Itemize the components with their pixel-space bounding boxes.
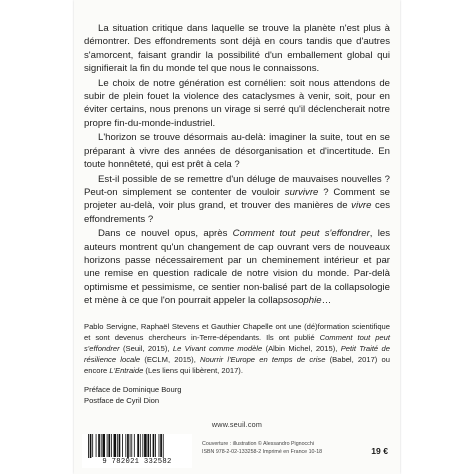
barcode-bar	[102, 434, 105, 457]
blurb-emphasis: Comment tout peut s'effondrer	[232, 228, 370, 240]
barcode-bar	[134, 434, 135, 457]
barcode-bar	[160, 434, 162, 457]
barcode-bar	[92, 434, 93, 457]
bio-text: (ECLM, 2015),	[140, 354, 200, 364]
blurb-emphasis: sosophie	[283, 294, 322, 306]
blurb-paragraph-5	[84, 227, 390, 307]
barcode-bar	[117, 434, 118, 457]
book-title: Nourrir l'Europe en temps de crise	[200, 354, 326, 364]
preface-credits	[84, 384, 334, 406]
blurb-paragraph-4	[84, 173, 390, 226]
book-title: Comment tout peut s'effondrer	[84, 332, 390, 353]
blurb-paragraph-2: Le choix de notre génération est cornélien: soit nous attendons de subir de plein fouet la violence des cataclysmes à venir, soit, pour en éviter certains, nous prenons un virage si serré qu'il déclencherait notre propre fin-du-monde-industriel.	[84, 77, 390, 129]
book-title: Petit Traité de résilience locale	[84, 343, 390, 364]
barcode-bar	[155, 434, 156, 457]
barcode-bar	[150, 434, 151, 457]
bio-text: (Babel, 2017) ou encore	[84, 354, 390, 375]
bio-text: (Albin Michel, 2015),	[262, 343, 341, 353]
bio-text: Pablo Servigne, Raphaël Stevens et Gauthier Chapelle ont une (dé)formation scientifique et sont devenus chercheurs in-Terre-dépendants. Ils ont publié	[84, 322, 390, 342]
barcode-bar	[88, 434, 89, 460]
barcode-bar	[108, 434, 110, 457]
barcode-bar	[130, 434, 131, 457]
back-cover-page	[74, 0, 400, 474]
barcode-bar	[107, 434, 108, 457]
barcode-bar	[125, 434, 126, 457]
postface-line: Postface de Cyril Dion	[84, 396, 160, 405]
price-tag: 19 €	[371, 446, 388, 456]
barcode-bar	[119, 434, 121, 457]
preface-line: Préface de Dominique Bourg	[84, 385, 182, 394]
bio-text: (Les liens qui libèrent, 2017).	[143, 365, 243, 375]
author-bio	[84, 322, 390, 377]
barcode-bar	[153, 434, 155, 457]
blurb-text: Dans ce nouvel opus, après	[98, 228, 233, 240]
blurb-text: , les auteurs montrent qu'un changement de cap ouvrant vers de nouveaux horizons passe nécessairement par un cheminement intérieur et par une remise en question radicale de notre vision du monde. Par-delà optimisme et pessimisme, ce sentier non-balisé part de la collapsologie et mène à ce que l'on pourrait appeler la collap	[84, 228, 390, 306]
blurb-paragraph-3: L'horizon se trouve désormais au-delà: imaginer la suite, tout en se préparant à vivre des années de désorganisation et d'incertitude. En toute honnêteté, qui est prêt à cela ?	[84, 132, 390, 170]
barcode-bar	[159, 434, 160, 457]
blurb-text: ? Comment se projeter au-delà, voir plus grand, et trouver des manières de	[84, 187, 390, 212]
bio-text: (Seuil, 2015),	[119, 343, 173, 353]
barcode-bar	[144, 434, 147, 457]
isbn-barcode	[82, 434, 192, 468]
isbn-line: ISBN 978-2-02-133258-2 Imprimé en France 10-18	[202, 449, 323, 455]
barcode-bar	[140, 434, 141, 457]
blurb-text: …	[321, 294, 332, 306]
barcode-bar	[111, 434, 112, 457]
blurb-emphasis: survivre	[284, 187, 319, 199]
cover-blurb	[84, 22, 390, 309]
blurb-text: Est-il possible de se remettre d'un déluge de mauvaises nouvelles ? Peut-on simplement se contenter de vouloir	[84, 173, 390, 199]
barcode-bar	[148, 434, 150, 457]
blurb-emphasis: vivre	[351, 200, 372, 212]
barcode-bar	[101, 434, 102, 457]
barcode-bar	[163, 434, 164, 460]
book-title: L'Entraide	[109, 365, 144, 375]
barcode-number: 9 782021 332582	[82, 458, 192, 466]
blurb-paragraph-1: La situation critique dans laquelle se trouve la planète n'est plus à démontrer. Des effondrements sont déjà en cours tandis que d'autres s'amorcent, faisant grandir la possibilité d'un emballement global qui signifierait la fin du monde tel que nous le connaissons.	[84, 23, 390, 74]
illustration-credit: Couverture : illustration © Alessandro Pignocchi	[202, 441, 314, 447]
barcode-bar	[114, 434, 117, 457]
blurb-text: ces effondrements ?	[84, 200, 390, 225]
barcode-icon	[82, 434, 192, 460]
barcode-bar	[98, 434, 100, 457]
barcode-bar	[142, 434, 143, 457]
publisher-website: www.seuil.com	[211, 420, 263, 429]
author-bio-text	[84, 322, 390, 377]
barcode-bar	[90, 434, 92, 460]
cover-credits	[202, 440, 377, 456]
barcode-bar	[137, 434, 139, 457]
barcode-bar	[96, 434, 97, 457]
barcode-bar	[131, 434, 132, 457]
barcode-bar	[127, 434, 129, 460]
book-title: Le Vivant comme modèle	[172, 343, 263, 353]
barcode-bar	[122, 434, 123, 457]
